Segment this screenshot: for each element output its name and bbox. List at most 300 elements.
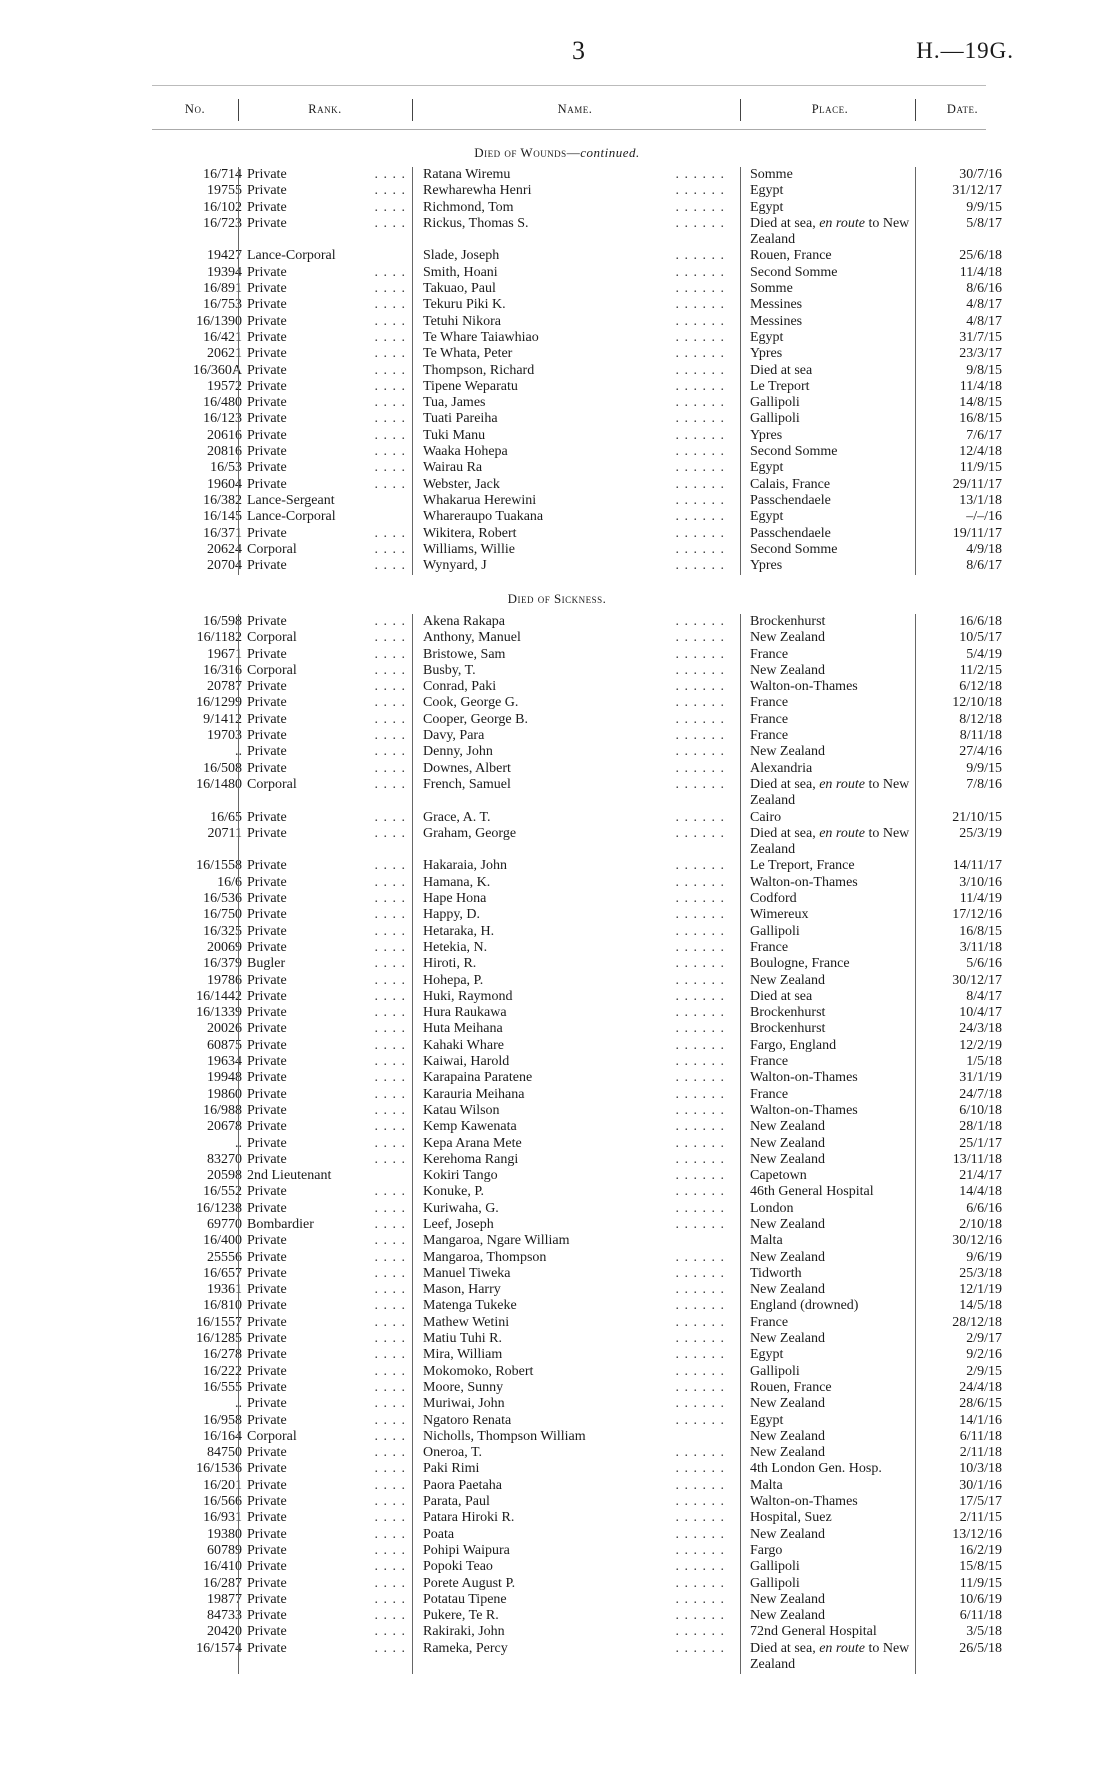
leader-dots: . . . . . . [675, 1591, 725, 1607]
leader-dots: . . . . [374, 1477, 406, 1493]
leader-dots: . . . . . . [675, 1363, 725, 1379]
leader-dots: . . . . . . [675, 825, 725, 841]
place: New Zealand [750, 1216, 826, 1232]
date: 24/7/18 [959, 1086, 1002, 1102]
leader-dots: . . . . . . [675, 776, 725, 792]
rank: Private [247, 427, 287, 443]
place: Malta [750, 1233, 783, 1249]
service-number: 16/53 [210, 460, 242, 476]
rank: Lance-Corporal [247, 248, 336, 264]
leader-dots: . . . . . . [675, 923, 725, 939]
column-rule [238, 167, 239, 575]
leader-dots: . . . . . . [675, 874, 725, 890]
place: Walton-on-Thames [750, 1494, 858, 1510]
soldier-name: Cook, George G. [423, 695, 519, 711]
date: 30/7/16 [959, 167, 1002, 182]
leader-dots: . . . . . . [675, 646, 725, 662]
place: Second Somme [750, 444, 838, 460]
leader-dots: . . . . . . [675, 630, 725, 646]
table-row [0, 1608, 1114, 1624]
service-number: 16/552 [203, 1184, 242, 1200]
date: 9/8/15 [966, 362, 1002, 378]
table-row [0, 1364, 1114, 1380]
leader-dots: . . . . [374, 525, 406, 541]
date: 14/8/15 [959, 395, 1002, 411]
died-of-sickness-table [0, 614, 1114, 1673]
leader-dots: . . . . . . [675, 1021, 725, 1037]
date: 30/12/16 [952, 1233, 1002, 1249]
rank: Private [247, 199, 287, 215]
soldier-name: Te Whare Taiawhiao [423, 329, 539, 345]
column-rule [412, 614, 413, 1674]
soldier-name: Whakarua Herewini [423, 492, 537, 508]
date: 5/8/17 [966, 215, 1002, 231]
service-number: 16/810 [203, 1298, 242, 1314]
service-number: 16/316 [203, 662, 242, 678]
soldier-name: Karauria Meihana [423, 1086, 525, 1102]
leader-dots: . . . . . . [675, 1184, 725, 1200]
date: 25/3/18 [959, 1265, 1002, 1281]
soldier-name: Tipene Weparatu [423, 378, 518, 394]
place: France [750, 1086, 789, 1102]
place: Died at sea, en route to New Zealand [750, 825, 910, 858]
soldier-name: Te Whata, Peter [423, 346, 513, 362]
column-header-date: Date. [946, 102, 979, 116]
place: New Zealand [750, 1428, 826, 1444]
column-rule [740, 614, 741, 1674]
soldier-name: Waaka Hohepa [423, 444, 508, 460]
date: –/–/16 [966, 509, 1002, 525]
table-row [0, 1527, 1114, 1543]
place: Egypt [750, 509, 784, 525]
leader-dots: . . . . [374, 858, 406, 874]
leader-dots: . . . . . . [675, 1070, 725, 1086]
soldier-name: Hetekia, N. [423, 939, 488, 955]
leader-dots: . . . . [374, 1200, 406, 1216]
leader-dots: . . . . [374, 1494, 406, 1510]
date: 11/9/15 [959, 460, 1002, 476]
service-number: 16/287 [203, 1575, 242, 1591]
table-row [0, 1429, 1114, 1445]
soldier-name: Huki, Raymond [423, 988, 513, 1004]
leader-dots: . . . . [374, 1461, 406, 1477]
leader-dots: . . . . . . [675, 476, 725, 492]
date: 17/5/17 [959, 1494, 1002, 1510]
leader-dots: . . . . [374, 1363, 406, 1379]
service-number: 16/555 [203, 1379, 242, 1395]
service-number: 16/566 [203, 1494, 242, 1510]
leader-dots: . . . . . . [675, 744, 725, 760]
leader-dots: . . . . [374, 1608, 406, 1624]
soldier-name: Kahaki Whare [423, 1037, 504, 1053]
table-row [0, 1592, 1114, 1608]
table-row [0, 956, 1114, 972]
soldier-name: Richmond, Tom [423, 199, 514, 215]
service-number: 16/1442 [196, 988, 242, 1004]
place: Ypres [750, 427, 783, 443]
date: 12/4/18 [959, 444, 1002, 460]
place: New Zealand [750, 1135, 826, 1151]
table-row [0, 1103, 1114, 1119]
date: 11/4/18 [959, 378, 1002, 394]
service-number: 20711 [207, 825, 242, 841]
leader-dots: . . . . [374, 711, 406, 727]
place: France [750, 711, 789, 727]
place: New Zealand [750, 1396, 826, 1412]
service-number: 16/1480 [196, 776, 242, 792]
soldier-name: Davy, Para [423, 728, 485, 744]
leader-dots: . . . . . . [675, 525, 725, 541]
table-row [0, 875, 1114, 891]
service-number: 20704 [207, 558, 242, 574]
place: Codford [750, 891, 797, 907]
service-number: 19394 [207, 264, 242, 280]
place: Brockenhurst [750, 1021, 826, 1037]
service-number: 19380 [207, 1526, 242, 1542]
table-row [0, 1510, 1114, 1526]
leader-dots: . . . . . . [675, 695, 725, 711]
place: Died at sea [750, 988, 813, 1004]
service-number: 16/714 [203, 167, 242, 182]
place: Died at sea [750, 362, 813, 378]
soldier-name: Ngatoro Renata [423, 1412, 512, 1428]
table-row [0, 558, 1114, 574]
service-number: 16/1299 [196, 695, 242, 711]
soldier-name: Thompson, Richard [423, 362, 535, 378]
date: 23/3/17 [959, 346, 1002, 362]
date: 11/4/19 [959, 891, 1002, 907]
leader-dots: . . . . [374, 679, 406, 695]
column-header-rank: Rank. [308, 102, 342, 116]
rank: Private [247, 1298, 287, 1314]
soldier-name: Matiu Tuhi R. [423, 1331, 502, 1347]
table-row [0, 826, 1114, 859]
soldier-name: Kaiwai, Harold [423, 1054, 510, 1070]
soldier-name: Hamana, K. [423, 874, 491, 890]
leader-dots: . . . . . . [675, 1151, 725, 1167]
rank: Private [247, 1363, 287, 1379]
service-number: 19427 [207, 248, 242, 264]
date: 9/9/15 [966, 760, 1002, 776]
service-number: 16/536 [203, 891, 242, 907]
rank: Bombardier [247, 1216, 314, 1232]
leader-dots: . . . . . . [675, 1298, 725, 1314]
column-rule [915, 167, 916, 575]
table-row [0, 265, 1114, 281]
rank: Private [247, 711, 287, 727]
date: 24/3/18 [959, 1021, 1002, 1037]
service-number: 16/1285 [196, 1331, 242, 1347]
soldier-name: Muriwai, John [423, 1396, 505, 1412]
column-divider [915, 99, 916, 121]
leader-dots: . . . . . . [675, 1542, 725, 1558]
leader-dots: . . . . . . [675, 297, 725, 313]
leader-dots: . . . . . . [675, 264, 725, 280]
table-row [0, 411, 1114, 427]
table-row [0, 924, 1114, 940]
service-number: .. [235, 744, 242, 760]
rank: Private [247, 972, 287, 988]
service-number: 16/102 [203, 199, 242, 215]
rank: Private [247, 614, 287, 629]
place: Died at sea, en route to New Zealand [750, 1640, 910, 1672]
soldier-name: Moore, Sunny [423, 1379, 504, 1395]
leader-dots: . . . . . . [675, 411, 725, 427]
date: 27/4/16 [959, 744, 1002, 760]
soldier-name: Leef, Joseph [423, 1216, 494, 1232]
table-row [0, 1054, 1114, 1070]
place: Malta [750, 1477, 783, 1493]
rank: Private [247, 460, 287, 476]
soldier-name: Akena Rakapa [423, 614, 506, 629]
place: Alexandria [750, 760, 813, 776]
date: 15/8/15 [959, 1559, 1002, 1575]
leader-dots: . . . . . . [675, 1608, 725, 1624]
rank: Private [247, 744, 287, 760]
soldier-name: Tuati Pareiha [423, 411, 498, 427]
table-row [0, 346, 1114, 362]
leader-dots: . . . . . . [675, 1445, 725, 1461]
leader-dots: . . . . [374, 1559, 406, 1575]
table-row [0, 1136, 1114, 1152]
soldier-name: Matenga Tukeke [423, 1298, 517, 1314]
rank: Private [247, 476, 287, 492]
table-row [0, 216, 1114, 249]
table-row [0, 493, 1114, 509]
leader-dots: . . . . [374, 874, 406, 890]
leader-dots: . . . . [374, 1396, 406, 1412]
rank: Private [247, 1005, 287, 1021]
table-row [0, 526, 1114, 542]
service-number: 19361 [207, 1282, 242, 1298]
place: Hospital, Suez [750, 1510, 832, 1526]
service-number: 16/400 [203, 1233, 242, 1249]
soldier-name: Hakaraia, John [423, 858, 507, 874]
soldier-name: Rickus, Thomas S. [423, 215, 529, 231]
date: 31/1/19 [959, 1070, 1002, 1086]
place: Gallipoli [750, 1363, 800, 1379]
service-number: 16/325 [203, 923, 242, 939]
rank: Private [247, 1233, 287, 1249]
service-number: 19877 [207, 1591, 242, 1607]
rank: Private [247, 329, 287, 345]
rank: Corporal [247, 662, 297, 678]
place: New Zealand [750, 1445, 826, 1461]
leader-dots: . . . . [374, 1233, 406, 1249]
leader-dots: . . . . . . [675, 395, 725, 411]
rank: Private [247, 215, 287, 231]
place: Gallipoli [750, 923, 800, 939]
table-row [0, 428, 1114, 444]
place: Capetown [750, 1168, 807, 1184]
leader-dots: . . . . [374, 825, 406, 841]
leader-dots: . . . . [374, 1331, 406, 1347]
date: 6/11/18 [959, 1428, 1002, 1444]
service-number: 20624 [207, 541, 242, 557]
service-number: 19948 [207, 1070, 242, 1086]
soldier-name: Kerehoma Rangi [423, 1151, 519, 1167]
leader-dots: . . . . . . [675, 760, 725, 776]
service-number: 16/201 [203, 1477, 242, 1493]
leader-dots: . . . . . . [675, 378, 725, 394]
leader-dots: . . . . [374, 558, 406, 574]
leader-dots: . . . . [374, 1298, 406, 1314]
date: 4/8/17 [966, 313, 1002, 329]
place: London [750, 1200, 794, 1216]
place: New Zealand [750, 662, 826, 678]
service-number: 9/1412 [203, 711, 242, 727]
rank: Lance-Corporal [247, 509, 336, 525]
table-row [0, 663, 1114, 679]
place: Egypt [750, 1412, 784, 1428]
service-number: 16/480 [203, 395, 242, 411]
service-number: .. [235, 1135, 242, 1151]
rank: Private [247, 874, 287, 890]
leader-dots: . . . . . . [675, 988, 725, 1004]
table-row [0, 1380, 1114, 1396]
page-header [0, 36, 1114, 68]
date: 10/3/18 [959, 1461, 1002, 1477]
leader-dots: . . . . [374, 281, 406, 297]
rank: Private [247, 891, 287, 907]
service-number: 16/958 [203, 1412, 242, 1428]
rank: Private [247, 939, 287, 955]
rank: Private [247, 1477, 287, 1493]
rank: Private [247, 525, 287, 541]
rank: Private [247, 988, 287, 1004]
leader-dots: . . . . [374, 329, 406, 345]
date: 16/6/18 [959, 614, 1002, 629]
table-row [0, 1396, 1114, 1412]
service-number: 16/1238 [196, 1200, 242, 1216]
soldier-name: Konuke, P. [423, 1184, 485, 1200]
place: Egypt [750, 183, 784, 199]
date: 12/2/19 [959, 1037, 1002, 1053]
table-row [0, 907, 1114, 923]
rank: Private [247, 1575, 287, 1591]
soldier-name: Hiroti, R. [423, 956, 477, 972]
date: 8/4/17 [966, 988, 1002, 1004]
leader-dots: . . . . . . [675, 809, 725, 825]
service-number: .. [235, 1396, 242, 1412]
table-row [0, 1184, 1114, 1200]
table-row [0, 1315, 1114, 1331]
rank: Private [247, 1510, 287, 1526]
leader-dots: . . . . [374, 956, 406, 972]
date: 12/1/19 [959, 1282, 1002, 1298]
table-row [0, 379, 1114, 395]
soldier-name: Busby, T. [423, 662, 476, 678]
rank: Private [247, 1021, 287, 1037]
place: France [750, 1314, 789, 1330]
rank: Private [247, 313, 287, 329]
place: Le Treport, France [750, 858, 855, 874]
table-row [0, 1559, 1114, 1575]
rank: Private [247, 1461, 287, 1477]
date: 5/4/19 [966, 646, 1002, 662]
table-row [0, 1005, 1114, 1021]
date: 12/10/18 [952, 695, 1002, 711]
leader-dots: . . . . [374, 614, 406, 629]
table-row [0, 460, 1114, 476]
document-reference: H.—19G. [916, 38, 1014, 63]
leader-dots: . . . . [374, 1379, 406, 1395]
table-row [0, 810, 1114, 826]
table-row [0, 395, 1114, 411]
leader-dots: . . . . [374, 744, 406, 760]
table-row [0, 314, 1114, 330]
place: Calais, France [750, 476, 831, 492]
place: Died at sea, en route to New Zealand [750, 776, 910, 809]
place: New Zealand [750, 1249, 826, 1265]
rank: Private [247, 411, 287, 427]
leader-dots: . . . . [374, 1102, 406, 1118]
place: France [750, 695, 789, 711]
leader-dots: . . . . . . [675, 183, 725, 199]
leader-dots: . . . . . . [675, 1102, 725, 1118]
soldier-name: Patara Hiroki R. [423, 1510, 515, 1526]
rank: Private [247, 1249, 287, 1265]
table-row [0, 509, 1114, 525]
date: 14/4/18 [959, 1184, 1002, 1200]
column-divider [238, 99, 239, 121]
rank: Private [247, 1494, 287, 1510]
rank: Private [247, 1265, 287, 1281]
leader-dots: . . . . [374, 1640, 406, 1656]
service-number: 16/1536 [196, 1461, 242, 1477]
soldier-name: Wynyard, J [423, 558, 487, 574]
leader-dots: . . . . [374, 1151, 406, 1167]
date: 28/12/18 [952, 1314, 1002, 1330]
table-row [0, 542, 1114, 558]
section-title-died-of-sickness [0, 591, 1114, 607]
soldier-name: Whareraupo Tuakana [423, 509, 544, 525]
leader-dots: . . . . . . [675, 1640, 725, 1656]
rank: Private [247, 1086, 287, 1102]
service-number: 16/360A [193, 362, 242, 378]
place: Egypt [750, 199, 784, 215]
column-header-row [0, 97, 1114, 123]
leader-dots: . . . . [374, 1526, 406, 1542]
rank: Private [247, 1314, 287, 1330]
place: 4th London Gen. Hosp. [750, 1461, 882, 1477]
date: 10/5/17 [959, 630, 1002, 646]
table-row [0, 1250, 1114, 1266]
soldier-name: Cooper, George B. [423, 711, 528, 727]
place: New Zealand [750, 1591, 826, 1607]
place: Gallipoli [750, 411, 800, 427]
date: 6/6/16 [966, 1200, 1002, 1216]
leader-dots: . . . . [374, 264, 406, 280]
date: 2/9/17 [966, 1331, 1002, 1347]
rank: Private [247, 1102, 287, 1118]
date: 16/8/15 [959, 411, 1002, 427]
table-row [0, 248, 1114, 264]
leader-dots: . . . . . . [675, 1510, 725, 1526]
date: 4/8/17 [966, 297, 1002, 313]
soldier-name: Manuel Tiweka [423, 1265, 511, 1281]
service-number: 16/371 [203, 525, 242, 541]
soldier-name: Anthony, Manuel [423, 630, 521, 646]
rank: Lance-Sergeant [247, 492, 335, 508]
table-row [0, 363, 1114, 379]
leader-dots: . . . . [374, 1282, 406, 1298]
leader-dots: . . . . . . [675, 346, 725, 362]
leader-dots: . . . . . . [675, 1216, 725, 1232]
leader-dots: . . . . . . [675, 1412, 725, 1428]
leader-dots: . . . . [374, 167, 406, 182]
table-row [0, 1038, 1114, 1054]
